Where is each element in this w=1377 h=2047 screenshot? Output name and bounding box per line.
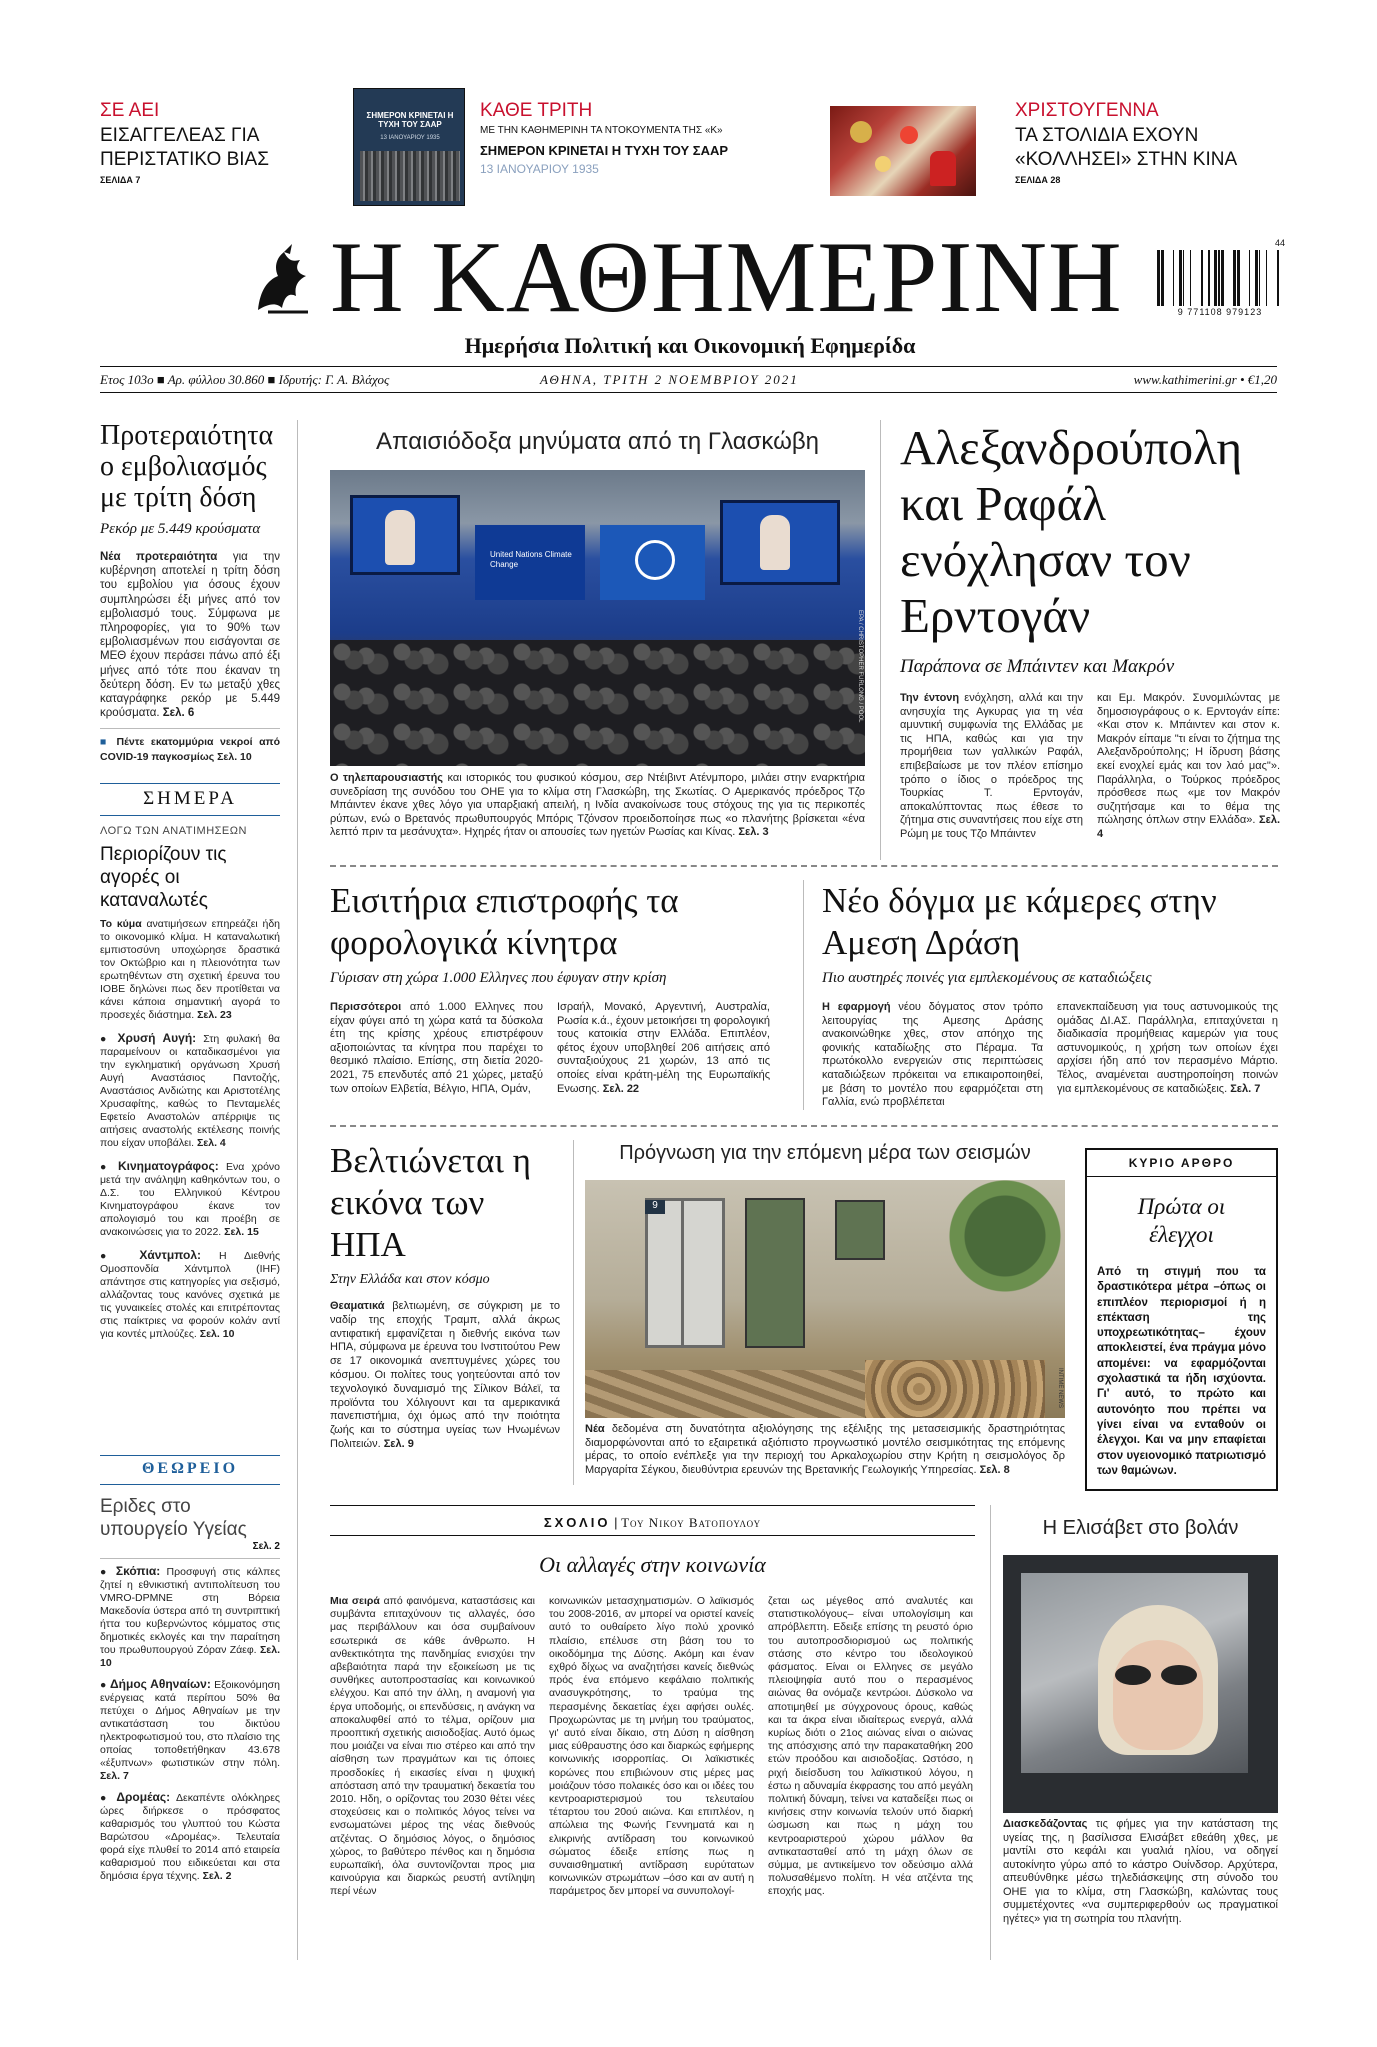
comment-col-2: κοινωνικών μετασχηματισμών. Ο λαϊκισμός του 2008-2016, αν μπορεί να οριστεί κανείς αυτό το ουθαίρετο λίγο πολύ χρονικό πλαίσιο, επέλυσε στη βάση του το οικοδόμημα της Δύσης. Ακόμη και έναν εχθρό δίχως να αναζητήσει κανείς διεθνώς πρός ένα επόμενο κεφάλαιο πολιτικής ανασυγκρότησης, το τραύμα της περασμένης δεκαετίας έχει αφήσει ουλές. Προχωρώντας με τη μνήμη του τραύματος, γι' αυτό είναι δίκαιο, στη Δύση η αίσθηση μιας εύθραυστης όσο και διαρκώς εφήμερης κοινωνικής ισορροπίας. Οι λαϊκιστικές κορώνες που επιβιώνουν στις μέρες μας μοιάζουν τόσο πολαικές όσο και οι ιδέες του κεντροαριστερισμού του τελευταίου τέταρτου του 20ού αιώνα. Και επιπλέον, η απώλεια της Φωνής Γεννηματά και η ελικρινής αντίδραση του κοινωνικού σώματος έδειξε επίσης πως η συναισθηματική αντίδραση ευρύτατων κοινωνικών στρωμάτων –όσο και αν αυτή η παράμετρος δεν μπορεί να συνυπολογί-: [549, 1595, 754, 1898]
barcode-bar: [1277, 250, 1279, 306]
teaser-1-kicker: ΣΕ ΑΕΙ: [100, 100, 160, 121]
cameras-col-1: Η εφαρμογή νέου δόγματος στον τρόπο λειτουργίας της Αμεσης Δράσης ανακοινώθηκε χθες, στον απόηχο της φονικής καταδίωξης στο Πέραμα. Τα πρωτόκολλο ενεργειών στις περιπτώσεις καταδιώξεων πρόκειται να επικαιροποιηθεί, με βάση το μοντέλο που εφαρμόζεται στη Γαλλία, ενώ προβλέπεται: [822, 1001, 1043, 1109]
today-item[interactable]: ● Χρυσή Αυγή: Στη φυλακή θα παραμείνουν οι καταδικασμένοι για την εγκληματική οργάνωση Χρυσή Αυγή Αναστάσιος Παντοζής, Αναστάσιος Ανδιώτης και Αριστοτέλης Χρυσαφίτης, καθώς το Πενταμελές Εφετείο Αναστολών απέρριψε τις αιτήσεις αναστολής εκτέλεσης ποινής που είχαν υποβάλει. Σελ. 4: [100, 1031, 280, 1149]
editorial-title: Πρώτα οι έλεγχοι: [1137, 1194, 1226, 1247]
alex-article[interactable]: [900, 420, 1280, 842]
today-kicker: ΛΟΓΩ ΤΩΝ ΑΝΑΤΙΜΗΣΕΩΝ: [100, 825, 247, 837]
barcode-bar: [1218, 250, 1220, 306]
teaser-2-title: ΣΗΜΕΡΟΝ ΚΡΙΝΕΤΑΙ Η ΤΥΧΗ ΤΟΥ ΣΑΑΡ: [480, 143, 729, 158]
barcode-bar: [1201, 250, 1203, 306]
alex-title: Αλεξανδρούπολη και Ραφάλ ενόχλησαν τον Ερντογάν: [900, 420, 1243, 643]
editorial-header: ΚΥΡΙΟ ΑΡΘΡΟ: [1087, 1150, 1276, 1177]
tickets-col-1: Περισσότεροι από 1.000 Ελληνες που είχαν φύγει από τη χώρα κατά τα δύσκολα έτη της κρίσης χρέους επιστρέφουν αξιοποιώντας τα κίνητρα που παρέχει το θεσμικό πλαίσιο. Επίσης, στη διετία 2020-2021, 75 επενδυτές από 21 χώρες, μεταξύ των οποίων Ελβετία, Βέλγιο, ΗΠΑ, Ομάν,: [330, 1001, 543, 1095]
masthead-info-left: Ετος 103ο ■ Αρ. φύλλου 30.860 ■ Ιδρυτής: Γ. Α. Βλάχος: [100, 372, 390, 387]
vaccine-body: Νέα προτεραιότητα για την κυβέρνηση αποτελεί η τρίτη δόση του εμβολίου για όσους έχουν συμπληρώσει έξι μήνες από τον εμβολιασμό τους. Σύμφωνα με πληροφορίες, για το 90% των εμβολιασμένων που εισάγονται σε ΜΕΘ έχουν περάσει πάνω από έξι μήνες από τότε που έκαναν τη δεύτερη δόση. Εν τω μεταξύ χθες καταγράφηκε ρεκόρ με 5.449 κρούσματα. Σελ. 6: [100, 551, 280, 720]
glasgow-screen-text: United Nations Climate Change: [490, 550, 572, 569]
quake-door-number: 9: [645, 1200, 665, 1214]
teaser-1-title: ΕΙΣΑΓΓΕΛΕΑΣ ΓΙΑ ΠΕΡΙΣΤΑΤΙΚΟ ΒΙΑΣ: [100, 125, 269, 170]
cameras-title: Νέο δόγμα με κάμερες στην Αμεση Δράση: [822, 881, 1217, 962]
griffin-logo-icon: [248, 240, 318, 320]
comment-title[interactable]: Οι αλλαγές στην κοινωνία: [539, 1552, 766, 1577]
comment-col-1: Μια σειρά από φαινόμενα, καταστάσεις και συμβάντα επιταχύνουν τις αλλαγές, όσο μας περιβάλλουν και όσα συμβαίνουν εσωτερικά σε κάθε άνθρωπο. Η ανθεκτικότητα της πανδημίας ενισχύει την αβεβαιότητα παρά την εξοικείωση με τις συνθήκες αυτοπροστασίας και κοινωνικού ελέγχου. Και από την άλλη, η αναμονή για έργα υποδομής, οι επενδύσεις, η ανάγκη να αποκαλυφθεί από το τέλμα, ορίζουν μια προοπτική σχετικής αισιοδοξίας. Αυτό όμως που μοιάζει να είναι πιο στέρεο και από την αίσθηση των πραγμάτων και τις όποιες προσδοκίες ή εικασίες είναι η ψυχική απόσταση από την τραυματική δεκαετία του 2010. Ηδη, ο ορίζοντας του 2030 θέτει νέες στοχεύσεις και ο πολιτικός λόγος τείνει να ενσωματώνει μέρος της νέας διεθνούς ατζέντας. Ο δημόσιος λόγος, ο δημόσιος χώρος, το βαθύτερο πένθος και η δημόσια ευρωπαϊκή, όλα συντονίζονται προς μια καινούργια και διαρκώς ρευστή αντίληψη περί νέων: [330, 1595, 535, 1898]
teaser-2-thumb-date: 13 ΙΑΝΟΥΑΡΙΟΥ 1935: [380, 135, 440, 141]
glasgow-photo-credit: EPA / CHRISTOPHER FURLONG / POOL: [857, 610, 863, 723]
barcode-bar: [1214, 250, 1217, 306]
barcode: [1155, 238, 1285, 320]
theoreio-item[interactable]: ● Δρομέας: Δεκαπέντε ολόκληρες ώρες διήρκεσε ο πρόσφατος καθαρισμός του γλυπτού του Κώστα Βαρώτσου «Δρομέας». Τελευταία φορά είχε πλυθεί το 2014 από εταιρεία καθαρισμού που ειδικεύεται και στα δημόσια έργα τέχνης. Σελ. 2: [100, 1790, 280, 1882]
theoreio-ref: Σελ. 2: [252, 1541, 280, 1552]
comment-body: [330, 1595, 975, 1899]
editorial-box[interactable]: [1085, 1148, 1278, 1491]
quake-caption: Νέα δεδομένα στη δυνατότητα αξιολόγησης της εξέλιξης της μετασεισμικής δραστηριότητας διαμορφώνονται από το εξαιρετικά αξιόπιστο προγνωστικό μοντέλο σεισμικότητας της επόμενης μέρας, το οποίο ενέπλεξε για την περιοχή του Αρκαλοχωρίου στην Κρήτη η σεισμολόγος δρ Μαργαρίτα Σέγκου, διευθύντρια ερευνών της Βρετανικής Γεωλογικής Υπηρεσίας. Σελ. 8: [585, 1423, 1065, 1476]
masthead-info-right: www.kathimerini.gr • €1,20: [1133, 372, 1277, 387]
barcode-bar: [1157, 250, 1160, 306]
tickets-subtitle: Γύρισαν στη χώρα 1.000 Ελληνες που έφυγαν στην κρίση: [330, 970, 667, 986]
tickets-article[interactable]: [330, 880, 770, 1096]
barcode-bar: [1255, 250, 1258, 306]
cameras-article[interactable]: [822, 880, 1278, 1110]
barcode-bar: [1190, 250, 1191, 306]
teaser-3-page: ΣΕΛΙΔΑ 28: [1015, 175, 1061, 185]
queen-title[interactable]: Η Ελισάβετ στο βολάν: [1042, 1517, 1239, 1539]
vaccine-title: Προτεραιότητα ο εμβολιασμός με τρίτη δόση: [100, 420, 274, 513]
quake-photo: [585, 1180, 1065, 1418]
comment-col-3: ζεται ως μέγεθος από αναλυτές και στατιστικολόγους– είναι υπολογίσιμη και απρόβλεπτη. Εδειξε επίσης τη ρευστό όριο του αυτοπροσδιορισμού ως πολιτικής στάσης στο κέντρο του ιδεολογικού φάσματος. Είναι οι Ελληνες σε μεγάλο πλειοψηφία αυτό που ο περασμένος αιώνας θα ονόμαζε κεντρώοι. Δύσκολο να αποτιμηθεί με σύγχρονους όρους, καθώς και τα άκρα είναι ιδιαίτερως ενεργά, αλλά κυρίως διότι ο 21ος αιώνας είναι ο αιώνας της απόσχισης από την παρακαταθήκη 200 ετών προόδου και αισιοδοξίας. Ωστόσο, η ριχή διείσδυση του λαϊκιστικού λόγου, η έστω η αδυναμία έκφρασης του από μεγάλη πολιτική δύναμη, τείνει να καταδείξει πως οι κινήσεις στην κοινωνία τελούν υπό διαρκή ώσμωση και πως η μάχη του κεντροαριστερού χώρου μάλλον θα αντικατασταθεί από τη μάχη όλων σε σύμμα, με αντικείμενο τον οδεύσιμο αλλά πολυσαθέμενο πολίτη. Η νέα ατζέντα της εποχής μας.: [768, 1595, 973, 1898]
teaser-2[interactable]: [480, 100, 790, 176]
comment-author: Του Νικου Βατοπουλου: [621, 1515, 762, 1530]
quake-photo-credit: INTIME NEWS: [1057, 1368, 1063, 1408]
today-title: Περιορίζουν τις αγορές οι καταναλωτές: [100, 844, 227, 911]
today-item[interactable]: ● Κινηματογράφος: Ενα χρόνο μετά την ανάληψη καθηκόντων του, ο Δ.Σ. του Ελληνικού Κέντρου Κινηματογράφου έκανε τον απολογισμό του και προέβη σε ανακοινώσεις για το 2022. Σελ. 15: [100, 1159, 281, 1238]
today-body: Το κύμα ανατιμήσεων επηρεάζει ήδη το οικονομικό κλίμα. Η καταναλωτική εμπιστοσύνη υποχώρησε δραστικά τον Οκτώβριο και η πλειονότητα των ερωτηθέντων στη σχετική έρευνα του ΙΟΒΕ δηλώνει πως δεν προτίθεται να κάνει κάποια σημαντική αγορά το προσεχές διάστημα. Σελ. 23: [100, 918, 281, 1021]
barcode-bar: [1179, 250, 1182, 306]
theoreio-header: ΘΕΩΡΕΙΟ: [141, 1460, 239, 1477]
today-item[interactable]: ● Χάντμπολ: Η Διεθνής Ομοσπονδία Χάντμπολ (IHF) απάντησε στις κατηγορίες για σεξισμό, αλλάζοντας τους κανόνες σχετικά με τις γυναικείες στολές και επιτρέποντας στις παίκτριες να φορούν κολάν αντί για κοντές μπλούζες. Σελ. 10: [100, 1248, 281, 1340]
glasgow-photo: [330, 470, 865, 766]
alex-col-2: και Εμ. Μακρόν. Συνομιλώντας με δημοσιογράφους ο κ. Ερντογάν είπε: «Και στον κ. Μπάιντεν και στον κ. Μακρόν είπαμε "τι είναι το ζήτημα της Αλεξανδρούπολης; Η ίδρυση βάσης εκεί ενοχλεί εμάς και τον λαό μας"». Παράλληλα, ο Τούρκος πρόεδρος πρόσθεσε πως «με τον Μακρόν συζητήσαμε και το θέμα της πώλησης όπλων στην Ελλάδα». Σελ. 4: [1097, 692, 1281, 840]
teaser-2-thumb-title: ΣΗΜΕΡΟΝ ΚΡΙΝΕΤΑΙ Η ΤΥΧΗ ΤΟΥ ΣΑΑΡ: [366, 111, 454, 129]
teaser-3-title: ΤΑ ΣΤΟΛΙΔΙΑ ΕΧΟΥΝ «ΚΟΛΛΗΣΕΙ» ΣΤΗΝ ΚΙΝΑ: [1015, 125, 1238, 170]
usa-body: Θεαματικά βελτιωμένη, σε σύγκριση με το ναδίρ της εποχής Τραμπ, αλλά άκρως αντιφατική εμφανίζεται η διεθνής εικόνα των ΗΠΑ, σύμφωνα με έρευνα του Ινστιτούτου Pew σε 17 οικονομικά ανεπτυγμένες χώρες του κόσμου. Οι πολίτες τους γοητεύονται από τον τεχνολογικό δυναμισμό της Σίλικον Βάλεϊ, τα προϊόντα του Χόλιγουντ και τα αμερικανικά πανεπιστήμια, όχι όμως από την ποιότητα ζωής και το σύστημα υγείας των Ηνωμένων Πολιτειών. Σελ. 9: [330, 1300, 560, 1450]
teaser-1[interactable]: [100, 100, 330, 185]
queen-caption: Διασκεδάζοντας τις φήμες για την κατάσταση της υγείας της, η βασίλισσα Ελισάβετ εθεάθη χθες, με μαντίλι στο κεφάλι και γυαλιά ηλίου, να οδηγεί αυτοκίνητο γύρω από το κάστρο Ουίνδσορ. Αρχύτερα, απευθύνθηκε μέσω τηλεδιάσκεψης στη σύνοδο του ΟΗΕ για το κλίμα, στη Γλασκώβη, καλώντας τους συμμετέχοντες «να συμπεριφερθούν ως πραγματικοί ηγέτες» για τη σωτηρία του πλανήτη.: [1003, 1818, 1278, 1925]
teaser-2-sub: ΜΕ ΤΗΝ ΚΑΘΗΜΕΡΙΝΗ ΤΑ ΝΤΟΚΟΥΜΕΝΤΑ ΤΗΣ «Κ»: [480, 125, 723, 136]
barcode-number: 9 771108 979123: [1177, 307, 1263, 317]
barcode-bar: [1237, 250, 1240, 306]
today-header: ΣΗΜΕΡΑ: [143, 788, 237, 809]
usa-subtitle: Στην Ελλάδα και στον κόσμο: [330, 1272, 490, 1287]
theoreio-title: Εριδες στο υπουργείο Υγείας: [100, 1496, 247, 1540]
comment-header-row: ΣΧΟΛΙΟ | Του Νικου Βατοπουλου: [543, 1515, 762, 1530]
quake-title[interactable]: Πρόγνωση για την επόμενη μέρα των σεισμών: [619, 1142, 1031, 1164]
vaccine-subtitle: Ρεκόρ με 5.449 κρούσματα: [100, 521, 261, 537]
cameras-col-2: επανεκπαίδευση για τους αστυνομικούς της ομάδας ΔΙ.ΑΣ. Παράλληλα, επιταχύνεται η διαδικασία προμήθειας καμερών για τους αστυνομικούς, η χρήση των οποίων έχει αρχίσει ήδη από τον περασμένο Μάρτιο. Τέλος, αναμένεται αυστηροποίηση ποινών για εμπλεκομένους σε καταδιώξεις. Σελ. 7: [1057, 1001, 1278, 1095]
usa-article[interactable]: [330, 1140, 560, 1452]
theoreio-section[interactable]: [100, 1495, 280, 1883]
teaser-1-page: ΣΕΛΙΔΑ 7: [100, 175, 141, 185]
barcode-bar: [1259, 250, 1260, 306]
barcode-issue: 44: [1274, 238, 1285, 248]
tickets-col-2: Ισραήλ, Μονακό, Αργεντινή, Αυστραλία, Ρωσία κ.ά., έχουν μετοικήσει τη φορολογική τους κατοικία στην Ελλάδα. Επιπλέον, φέτος έχουν υποβληθεί 206 αιτήσεις από συνταξιούχους 21 χωρών, 13 από τις οποίες είναι κράτη-μέλη της Ευρωπαϊκής Ενωσης. Σελ. 22: [557, 1001, 770, 1095]
teaser-2-date: 13 ΙΑΝΟΥΑΡΙΟΥ 1935: [480, 162, 599, 176]
comment-header: ΣΧΟΛΙΟ: [543, 1515, 611, 1530]
barcode-bar: [1266, 250, 1267, 306]
tickets-title: Εισιτήρια επιστροφής τα φορολογικά κίνητρα: [330, 881, 679, 962]
editorial-body: Από τη στιγμή που τα δραστικότερα μέτρα –όπως οι επιπλέον περιορισμοί ή η επέκταση της υποχρεωτικότητας– έχουν αποκλειστεί, ένα πράγμα μόνο απομένει: να εφαρμόζονται σχολαστικά τα ήδη ισχύοντα. Γι' αυτό, το πρώτο και αυτονόητο που πρέπει να γίνει είναι να ενταθούν οι έλεγχοι. Και να μην επαφίεται στον υγειονομικό πατριωτισμό των θαμώνων.: [1097, 1266, 1266, 1477]
theoreio-item[interactable]: ● Δήμος Αθηναίων: Εξοικονόμηση ενέργειας κατά περίπου 50% θα πετύχει ο Δήμος Αθηναίων με την αντικατάσταση του δικτύου ηλεκτροφωτισμού του, στο πλαίσιο της οποίας τοποθετήθηκαν 43.678 «έξυπνων» φωτιστικών στην πόλη. Σελ. 7: [100, 1677, 280, 1782]
masthead-info-center: ΑΘΗΝΑ, ΤΡΙΤΗ 2 ΝΟΕΜΒΡΙΟΥ 2021: [540, 372, 799, 387]
barcode-bar: [1221, 250, 1224, 306]
teaser-3-kicker: ΧΡΙΣΤΟΥΓΕΝΝΑ: [1015, 100, 1159, 121]
today-section[interactable]: [100, 825, 280, 1341]
masthead-title: Η ΚΑΘΗΜΕΡΙΝΗ: [330, 221, 1123, 334]
teaser-2-thumbnail: [353, 88, 465, 206]
barcode-bar: [1161, 250, 1164, 306]
barcode-bar: [1249, 250, 1250, 306]
barcode-bar: [1183, 250, 1184, 306]
vaccine-bullet: ■ Πέντε εκατομμύρια νεκροί από COVID-19 παγκοσμίως Σελ. 10: [100, 736, 281, 763]
usa-title: Βελτιώνεται η εικόνα των ΗΠΑ: [330, 1141, 531, 1264]
teaser-3[interactable]: [1015, 100, 1295, 185]
teaser-3-photo: [830, 106, 976, 196]
glasgow-caption: Ο τηλεπαρουσιαστής και ιστορικός του φυσικού κόσμου, σερ Ντέιβιντ Ατένμπορο, μιλάει στην εναρκτήρια συνεδρίαση της συνόδου του ΟΗΕ για το κλίμα στη Γλασκώβη, της Σκωτίας. Ο Αμερικανός πρόεδρος Τζο Μπάιντεν έκανε χθες λόγο για υπαρξιακή απειλή, η Ινδία ανακοίνωσε τους στόχους της για τις περικοπές ρύπων, ενώ ο Βρετανός πρωθυπουργός Μπόρις Τζόνσον προειδοποίησε πως «ο πλανήτης βρίσκεται «ένα λεπτό πριν τα μεσάνυχτα». Ηχηρές ήταν οι απουσίες των ηγετών Ρωσίας και Κίνας. Σελ. 3: [330, 772, 865, 838]
alex-col-1: Την έντονη ενόχληση, αλλά και την ανησυχία της Αγκυρας για τη νέα αμυντική συμφωνία της Ελλάδας με τις ΗΠΑ, καθώς και για την προμήθεια των γαλλικών Ραφάλ, επιβεβαίωσε με τον πλέον επίσημο τρόπο ο ίδιος ο πρόεδρος της Τουρκίας Τ. Ερντογάν, αποκαλύπτοντας πως έθεσε το ζήτημα στις συναντήσεις που είχε στη Ρώμη με τους Τζο Μπάιντεν: [900, 692, 1083, 840]
theoreio-item[interactable]: ● Σκόπια: Προσφυγή στις κάλπες ζητεί η εθνικιστική αντιπολίτευση του VMRO-DPMNE στη Βόρεια Μακεδονία ύστερα από τη συντριπτική ήττα του κυβερνώντος κόμματος στις δημοτικές εκλογές και την παραίτηση του πρωθυπουργού Ζόραν Ζάεφ. Σελ. 10: [100, 1564, 281, 1669]
teaser-2-kicker: ΚΑΘΕ ΤΡΙΤΗ: [480, 100, 593, 121]
masthead-tagline: Ημερήσια Πολιτική και Οικονομική Εφημερίδα: [464, 333, 916, 358]
barcode-bar: [1173, 250, 1174, 306]
alex-subtitle: Παράπονα σε Μπάιντεν και Μακρόν: [900, 656, 1175, 677]
queen-photo: [1003, 1555, 1278, 1813]
barcode-bar: [1208, 250, 1210, 306]
glasgow-title[interactable]: Απαισιόδοξα μηνύματα από τη Γλασκώβη: [375, 428, 820, 455]
cameras-subtitle: Πιο αυστηρές ποινές για εμπλεκομένους σε καταδιώξεις: [822, 970, 1152, 986]
barcode-bar: [1233, 250, 1236, 306]
vaccine-article[interactable]: [100, 420, 280, 764]
